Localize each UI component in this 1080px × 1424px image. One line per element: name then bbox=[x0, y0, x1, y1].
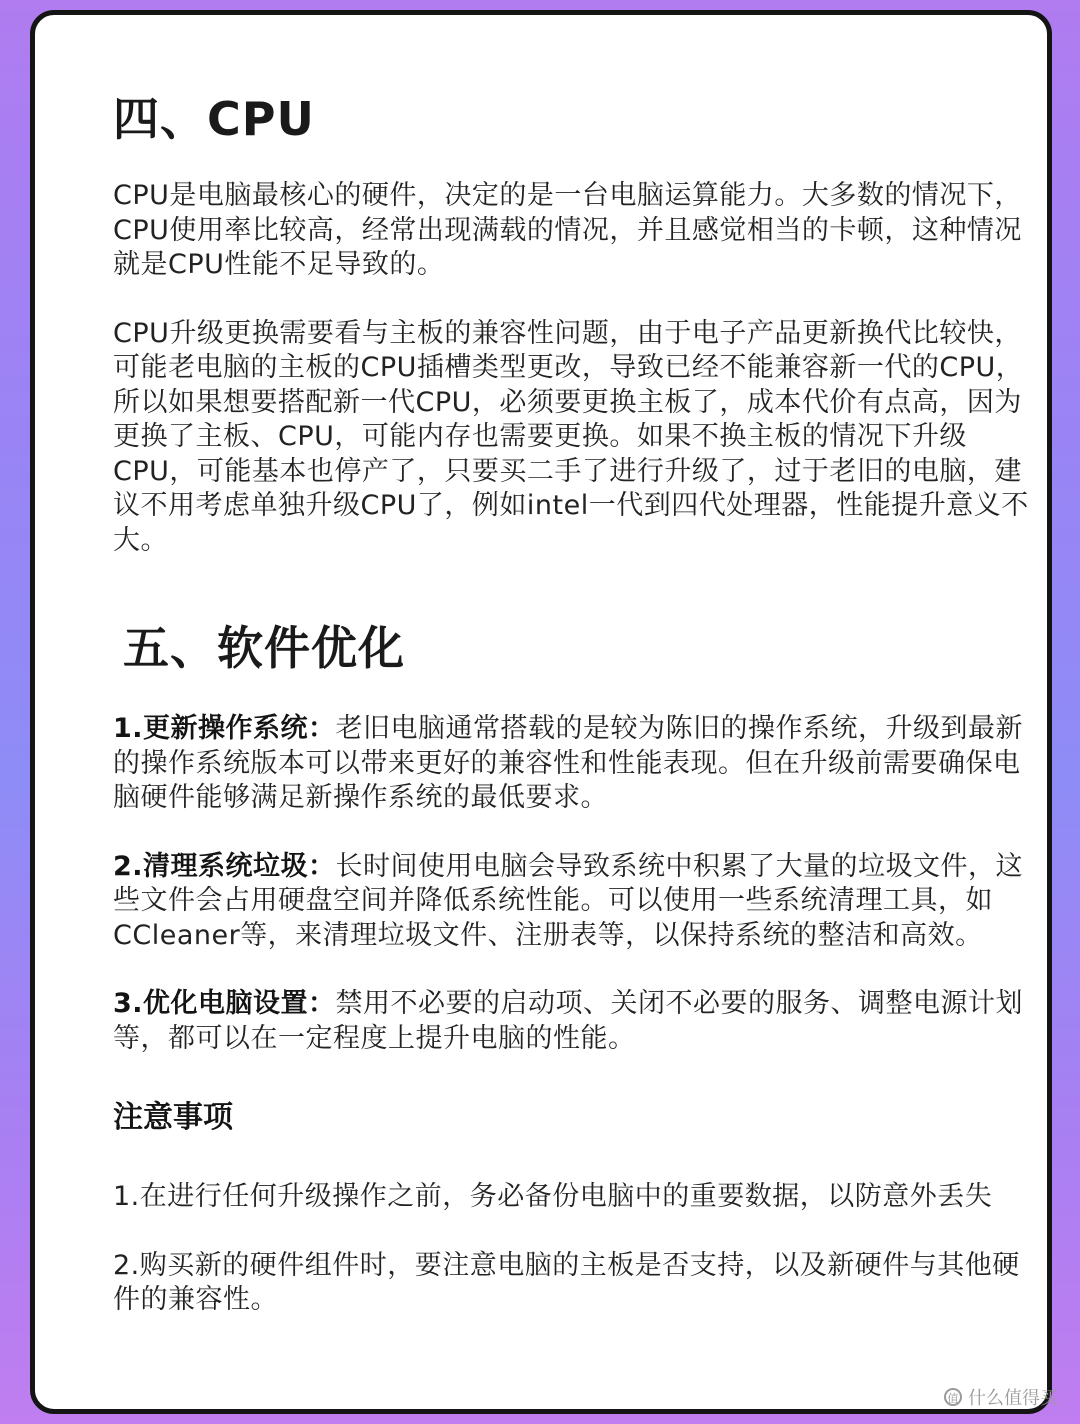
software-item-update-os bbox=[113, 712, 1043, 816]
notes-section-title: 注意事项 bbox=[113, 1100, 233, 1135]
zhi-icon: 值 bbox=[944, 1388, 962, 1406]
software-item-text: 老旧电脑通常搭载的是较为陈旧的操作系统，升级到最新的操作系统版本可以带来更好的兼容性和性能表现。但在升级前需要确保电脑硬件能够满足新操作系统的最低要求。 bbox=[113, 713, 1024, 813]
cpu-paragraph-2: CPU升级更换需要看与主板的兼容性问题，由于电子产品更新换代比较快，可能老电脑的主板的CPU插槽类型更改，导致已经不能兼容新一代的CPU，所以如果想要搭配新一代CPU，必须要更换主板了，成本代价有点高，因为更换了主板、CPU，可能内存也需要更换。如果不换主板的情况下升级CPU，可能基本也停产了，只要买二手了进行升级了，过于老旧的电脑，建议不用考虑单独升级CPU了，例如intel一代到四代处理器，性能提升意义不大。 bbox=[113, 317, 1029, 556]
software-item-text: 禁用不必要的启动项、关闭不必要的服务、调整电源计划等，都可以在一定程度上提升电脑的性能。 bbox=[113, 988, 1024, 1054]
article-content bbox=[113, 85, 1043, 1318]
software-item-optimize-settings bbox=[113, 987, 1043, 1056]
cpu-section-title: 四、CPU bbox=[113, 92, 315, 146]
note-item-compatibility: 2.购买新的硬件组件时，要注意电脑的主板是否支持，以及新硬件与其他硬件的兼容性。 bbox=[113, 1249, 1020, 1315]
article-card bbox=[30, 10, 1052, 1414]
watermark-text: 什么值得买 bbox=[968, 1388, 1058, 1409]
cpu-paragraph-1: CPU是电脑最核心的硬件，决定的是一台电脑运算能力。大多数的情况下，CPU使用率比较高，经常出现满载的情况，并且感觉相当的卡顿，这种情况就是CPU性能不足导致的。 bbox=[113, 180, 1022, 280]
software-section-title: 五、软件优化 bbox=[123, 621, 405, 675]
watermark bbox=[944, 1384, 1058, 1410]
software-item-label: 1.更新操作系统： bbox=[113, 713, 336, 744]
note-item-backup: 1.在进行任何升级操作之前，务必备份电脑中的重要数据，以防意外丢失 bbox=[113, 1181, 993, 1212]
software-item-text: 长时间使用电脑会导致系统中积累了大量的垃圾文件，这些文件会占用硬盘空间并降低系统性能。可以使用一些系统清理工具，如CCleaner等，来清理垃圾文件、注册表等，以保持系统的整洁和高效。 bbox=[113, 850, 1024, 951]
software-item-clean-junk bbox=[113, 850, 1043, 954]
software-item-label: 3.优化电脑设置： bbox=[113, 988, 336, 1019]
software-item-label: 2.清理系统垃圾： bbox=[113, 850, 336, 882]
